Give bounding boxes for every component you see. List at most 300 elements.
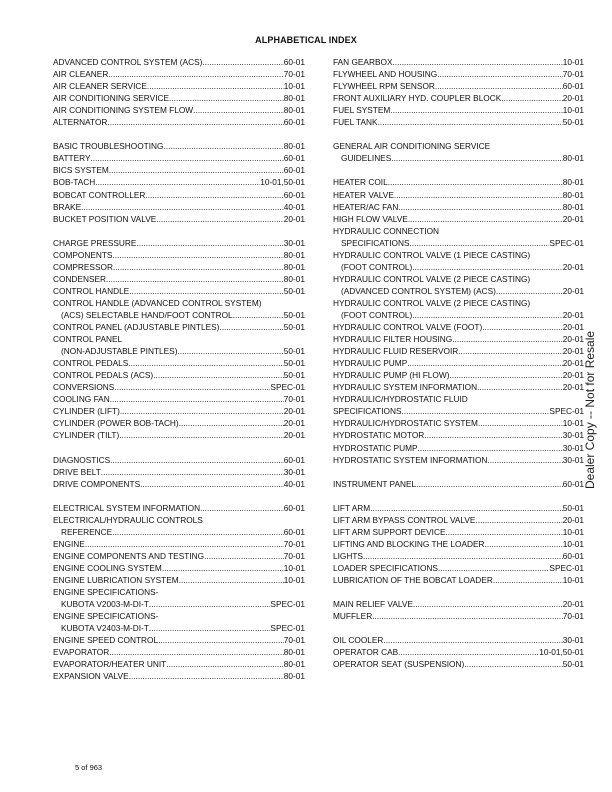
index-entry[interactable] [333,550,584,562]
dot-leader [493,574,563,586]
dot-leader [120,405,284,417]
entry-name: ALTERNATOR [53,117,108,128]
entry-page-ref: 50-01 [283,322,305,333]
entry-page-ref: 10-01 [562,57,584,67]
entry-page-ref: 60-01 [283,117,305,128]
entry-name: FUEL SYSTEM [333,105,391,116]
dot-leader [394,189,563,201]
entry-page-ref: 20-01 [283,213,305,224]
dot-leader [149,622,271,634]
index-entry[interactable] [53,68,305,80]
entry-name: HEATER VALVE [333,189,394,200]
index-entry[interactable] [333,598,584,610]
index-entry[interactable] [53,140,305,152]
index-entry[interactable] [333,454,584,466]
entry-page-ref: 80-01 [283,93,305,104]
index-column-right [333,56,584,670]
entry-name: BICS SYSTEM [53,165,109,176]
entry-name: FAN GEARBOX [333,57,393,67]
entry-name: KUBOTA V2003-M-DI-T [61,599,149,610]
index-heading-line: CONTROL PANEL [53,334,123,345]
entry-name: GUIDELINES [341,153,392,164]
entry-name: BRAKE [53,201,82,212]
dot-leader [91,152,284,164]
index-entry[interactable] [53,249,305,261]
entry-name: LIFT ARM [333,502,371,513]
index-heading-line: ENGINE SPECIFICATIONS- [53,611,159,622]
entry-name: CONDENSER [53,273,107,284]
entry-name: CONTROL PEDALS (ACS) [53,370,154,381]
entry-page-ref: 10-01 [283,575,305,586]
entry-name: OPERATOR CAB [333,647,399,658]
entry-name: HYDRAULIC FLUID RESERVOIR [333,346,459,357]
entry-page-ref: 10-01 [562,575,584,586]
index-entry[interactable] [333,68,584,80]
entry-page-ref: 80-01 [562,153,584,164]
index-entry[interactable] [53,201,305,213]
dot-leader [128,357,283,369]
entry-page-ref: 10-01,50-01 [539,647,584,658]
entry-page-ref: 60-01 [283,502,305,513]
entry-page-ref: 20-01 [562,334,584,345]
entry-name: HYDRAULIC PUMP (HI FLOW) [333,370,450,381]
entry-name: BASIC TROUBLESHOOTING [53,141,164,152]
entry-name: MAIN RELIEF VALVE [333,599,413,610]
entry-page-ref: 60-01 [562,550,584,561]
section-gap [333,466,584,478]
entry-page-ref: 60-01 [283,153,305,164]
dot-leader [101,466,284,478]
entry-page-ref: 50-01 [283,358,305,369]
dot-leader [438,562,549,574]
index-entry[interactable] [333,237,584,249]
index-entry[interactable] [53,176,305,188]
index-entry[interactable] [333,538,584,550]
dot-leader [162,562,284,574]
index-entry[interactable] [53,189,305,201]
dot-leader [166,658,284,670]
index-entry[interactable] [333,357,584,369]
entry-name: KUBOTA V2403-M-DI-T [61,623,149,634]
dot-leader [407,357,563,369]
index-entry[interactable] [53,393,305,405]
entry-page-ref: 60-01 [283,189,305,200]
section-gap [333,490,584,502]
dot-leader [233,309,284,321]
index-entry[interactable] [333,381,584,393]
index-entry[interactable] [333,56,584,68]
index-entry[interactable] [53,478,305,490]
dot-leader [129,670,284,682]
dot-leader [418,442,563,454]
page-footer: 5 of 963 [75,763,103,772]
index-entry[interactable] [333,634,584,646]
entry-page-ref: 70-01 [283,538,305,549]
index-heading-line: ELECTRICAL/HYDRAULIC CONTROLS [53,514,203,525]
entry-name: BOBCAT CONTROLLER [53,189,146,200]
index-entry[interactable] [53,622,305,634]
section-gap [53,442,305,454]
entry-page-ref: 20-01 [562,514,584,525]
section-gap [53,490,305,502]
index-entry[interactable] [53,658,305,670]
dot-leader [477,381,563,393]
index-entry[interactable] [333,152,584,164]
index-entry[interactable] [333,646,584,658]
index-entry[interactable] [53,80,305,92]
dot-leader [424,429,563,441]
dot-leader [113,261,284,273]
index-heading-line: HYDRAULIC CONTROL VALVE (2 PIECE CASTING) [333,297,531,308]
entry-name: MUFFLER [333,611,373,622]
index-entry[interactable] [53,670,305,682]
dot-leader [177,345,283,357]
entry-page-ref: 60-01 [562,81,584,92]
index-entry[interactable] [53,116,305,128]
entry-name: EVAPORATOR [53,647,110,658]
entry-name: DRIVE COMPONENTS [53,478,141,489]
index-entry[interactable] [333,176,584,188]
index-entry[interactable] [333,333,584,345]
entry-page-ref: SPEC-01 [270,382,305,393]
entry-page-ref: 10-01 [283,81,305,92]
index-entry[interactable] [333,213,584,225]
dot-leader [378,116,563,128]
entry-page-ref: 10-01 [562,105,584,116]
index-entry[interactable] [53,345,305,357]
dot-leader [95,176,260,188]
dot-leader [112,526,284,538]
index-heading-line: HYDRAULIC CONTROL VALVE (1 PIECE CASTING) [333,249,531,260]
entry-page-ref: 50-01 [283,346,305,357]
section-gap [53,225,305,237]
entry-page-ref: SPEC-01 [549,562,584,573]
dot-leader [435,80,563,92]
entry-page-ref: 20-01 [562,370,584,381]
entry-name: BOB-TACH [53,177,96,188]
index-entry[interactable] [53,104,305,116]
dot-leader [153,369,284,381]
dot-leader [193,104,284,116]
page-title: ALPHABETICAL INDEX [255,35,357,45]
entry-page-ref: 60-01 [283,526,305,537]
entry-page-ref: 20-01 [562,261,584,272]
entry-page-ref: 50-01 [562,117,584,128]
entry-name: FLYWHEEL RPM SENSOR [333,81,435,92]
dot-leader [363,550,563,562]
entry-name: HYDRAULIC PUMP [333,358,408,369]
entry-name: INSTRUMENT PANEL [333,478,417,489]
entry-page-ref: SPEC-01 [270,623,305,634]
index-entry[interactable] [53,213,305,225]
index-entry[interactable] [53,261,305,273]
index-entry[interactable] [53,454,305,466]
index-entry[interactable] [53,309,305,321]
entry-page-ref: 80-01 [283,141,305,152]
entry-page-ref: 20-01 [283,430,305,441]
dot-leader [149,598,271,610]
index-entry[interactable] [53,526,305,538]
index-entry[interactable] [333,285,584,297]
index-entry[interactable] [53,285,305,297]
index-entry[interactable] [53,598,305,610]
entry-page-ref: 60-01 [283,57,305,67]
entry-page-ref: 80-01 [283,249,305,260]
dot-leader [372,610,563,622]
entry-name: SPECIFICATIONS [333,406,402,417]
entry-page-ref: 60-01 [562,478,584,489]
index-heading-line: CONTROL HANDLE (ADVANCED CONTROL SYSTEM) [53,297,262,308]
entry-name: LIGHTS [333,550,363,561]
entry-page-ref: 20-01 [562,599,584,610]
index-entry[interactable] [333,478,584,490]
entry-page-ref: SPEC-01 [549,406,584,417]
entry-page-ref: 20-01 [562,309,584,320]
entry-name: HEATER/AC FAN [333,201,399,212]
entry-name: CONTROL PANEL (ADJUSTABLE PINTLES) [53,322,220,333]
dot-leader [164,140,284,152]
index-entry[interactable] [333,345,584,357]
dealer-copy-watermark: Dealer Copy -- Not for Resale [583,330,597,489]
index-entry[interactable] [333,658,584,670]
index-heading-line: HYDRAULIC CONNECTION [333,225,440,236]
dot-leader [408,213,563,225]
index-entry[interactable] [53,562,305,574]
entry-name: HYDRAULIC CONTROL VALVE (FOOT) [333,322,483,333]
entry-page-ref: 80-01 [562,189,584,200]
index-entry[interactable] [53,321,305,333]
dot-leader [200,502,284,514]
entry-name: LIFT ARM SUPPORT DEVICE [333,526,446,537]
dot-leader [388,176,563,188]
dot-leader [370,502,563,514]
index-entry[interactable] [333,574,584,586]
dot-leader [108,68,283,80]
entry-page-ref: 70-01 [283,394,305,405]
entry-name: ENGINE LUBRICATION SYSTEM [53,575,179,586]
dot-leader [106,273,284,285]
entry-name: ELECTRICAL SYSTEM INFORMATION [53,502,201,513]
dot-leader [179,417,284,429]
entry-name: SPECIFICATIONS [341,237,410,248]
entry-name: ENGINE SPEED CONTROL [53,635,159,646]
index-entry[interactable] [333,405,584,417]
entry-page-ref: 50-01 [562,502,584,513]
index-entry[interactable] [53,152,305,164]
entry-name: CONVERSIONS [53,382,115,393]
index-entry[interactable] [53,574,305,586]
dot-leader [452,333,563,345]
index-entry[interactable] [333,189,584,201]
entry-page-ref: 20-01 [562,322,584,333]
index-entry[interactable] [333,92,584,104]
index-entry[interactable] [53,429,305,441]
index-entry[interactable] [333,526,584,538]
entry-page-ref: 80-01 [562,201,584,212]
dot-leader [485,538,563,550]
entry-page-ref: 10-01 [562,538,584,549]
index-entry[interactable] [53,56,305,68]
dot-leader [145,189,283,201]
dot-leader [114,381,270,393]
entry-name: HYDROSTATIC MOTOR [333,430,425,441]
entry-page-ref: 30-01 [562,442,584,453]
entry-page-ref: 60-01 [283,165,305,176]
index-entry[interactable] [53,357,305,369]
entry-page-ref: 80-01 [283,261,305,272]
index-entry[interactable] [333,429,584,441]
dot-leader [487,454,562,466]
entry-page-ref: 60-01 [283,454,305,465]
dot-leader [482,321,563,333]
index-entry[interactable] [53,646,305,658]
entry-page-ref: 10-01 [283,562,305,573]
index-entry[interactable] [333,610,584,622]
dot-leader [169,92,284,104]
dot-leader [147,80,284,92]
dot-leader [449,369,562,381]
entry-name: HEATER COIL [333,177,388,188]
index-entry[interactable] [333,321,584,333]
entry-name: HYDRAULIC SYSTEM INFORMATION [333,382,478,393]
dot-leader [81,201,284,213]
dot-leader [391,152,563,164]
dot-leader [109,646,284,658]
index-entry[interactable] [53,164,305,176]
index-entry[interactable] [333,562,584,574]
entry-page-ref: 10-01 [562,526,584,537]
entry-name: ENGINE COMPONENTS AND TESTING [53,550,205,561]
index-entry[interactable] [53,550,305,562]
dot-leader [412,309,562,321]
entry-page-ref: 10-01,50-01 [260,177,305,188]
index-entry[interactable] [333,261,584,273]
index-entry[interactable] [333,514,584,526]
entry-name: DIAGNOSTICS [53,454,111,465]
entry-page-ref: 30-01 [562,454,584,465]
entry-name: (FOOT CONTROL) [341,261,413,272]
entry-name: LOADER SPECIFICATIONS [333,562,438,573]
index-entry[interactable] [53,405,305,417]
index-entry[interactable] [53,538,305,550]
index-entry[interactable] [53,237,305,249]
entry-page-ref: SPEC-01 [549,237,584,248]
entry-page-ref: 30-01 [283,466,305,477]
index-entry[interactable] [53,502,305,514]
dot-leader [129,285,284,297]
index-entry[interactable] [333,442,584,454]
dot-leader [119,429,284,441]
index-entry[interactable] [53,92,305,104]
entry-name: ADVANCED CONTROL SYSTEM (ACS) [53,57,203,67]
dot-leader [140,478,284,490]
index-entry[interactable] [333,502,584,514]
entry-name: HYDROSTATIC PUMP [333,442,418,453]
dot-leader [85,538,284,550]
entry-name: FUEL TANK [333,117,378,128]
dot-leader [464,658,563,670]
entry-page-ref: 30-01 [562,430,584,441]
entry-page-ref: 20-01 [562,93,584,104]
dot-leader [392,56,562,68]
entry-name: COOLING FAN [53,394,110,405]
entry-page-ref: 10-01 [562,418,584,429]
entry-name: HYDRAULIC/HYDROSTATIC SYSTEM [333,418,478,429]
entry-name: LUBRICATION OF THE BOBCAT LOADER [333,575,493,586]
index-entry[interactable] [333,116,584,128]
dot-leader [416,478,563,490]
entry-name: AIR CLEANER SERVICE [53,81,147,92]
index-entry[interactable] [53,466,305,478]
dot-leader [458,345,563,357]
entry-name: COMPRESSOR [53,261,113,272]
index-entry[interactable] [333,104,584,116]
index-entry[interactable] [333,417,584,429]
index-entry[interactable] [53,417,305,429]
entry-page-ref: 20-01 [283,406,305,417]
dot-leader [412,261,562,273]
index-entry[interactable] [53,381,305,393]
entry-name: CYLINDER (POWER BOB-TACH) [53,418,179,429]
dot-leader [475,514,562,526]
entry-page-ref: 70-01 [562,69,584,80]
entry-page-ref: 50-01 [283,285,305,296]
entry-page-ref: 70-01 [283,69,305,80]
dot-leader [402,405,550,417]
dot-leader [136,237,283,249]
index-entry[interactable] [333,80,584,92]
index-heading-line: HYDRAULIC CONTROL VALVE (2 PIECE CASTING) [333,273,531,284]
entry-page-ref: 20-01 [562,285,584,296]
entry-name: ENGINE COOLING SYSTEM [53,562,162,573]
dot-leader [110,454,284,466]
entry-name: EXPANSION VALVE [53,671,129,682]
entry-page-ref: 20-01 [562,346,584,357]
entry-name: (ADVANCED CONTROL SYSTEM) (ACS) [341,285,496,296]
dot-leader [112,249,283,261]
entry-page-ref: 40-01 [283,478,305,489]
section-gap [333,164,584,176]
entry-page-ref: 20-01 [283,418,305,429]
section-gap [333,586,584,598]
entry-name: HIGH FLOW VALVE [333,213,408,224]
dot-leader [383,634,562,646]
index-entry[interactable] [53,273,305,285]
dot-leader [219,321,283,333]
dot-leader [204,550,284,562]
entry-name: DRIVE BELT [53,466,101,477]
entry-page-ref: 80-01 [562,177,584,188]
dot-leader [156,213,283,225]
entry-name: CYLINDER (TILT) [53,430,120,441]
index-entry[interactable] [333,369,584,381]
index-entry[interactable] [53,634,305,646]
index-entry[interactable] [333,309,584,321]
entry-name: AIR CONDITIONING SERVICE [53,93,170,104]
dot-leader [390,104,562,116]
entry-page-ref: 50-01 [283,309,305,320]
section-gap [333,128,584,140]
entry-name: BATTERY [53,153,91,164]
index-entry[interactable] [53,369,305,381]
entry-page-ref: 70-01 [562,611,584,622]
entry-name: EVAPORATOR/HEATER UNIT [53,659,167,670]
dot-leader [398,201,562,213]
dot-leader [413,598,563,610]
index-entry[interactable] [333,201,584,213]
dot-leader [398,646,539,658]
entry-name: LIFT ARM BYPASS CONTROL VALVE [333,514,476,525]
